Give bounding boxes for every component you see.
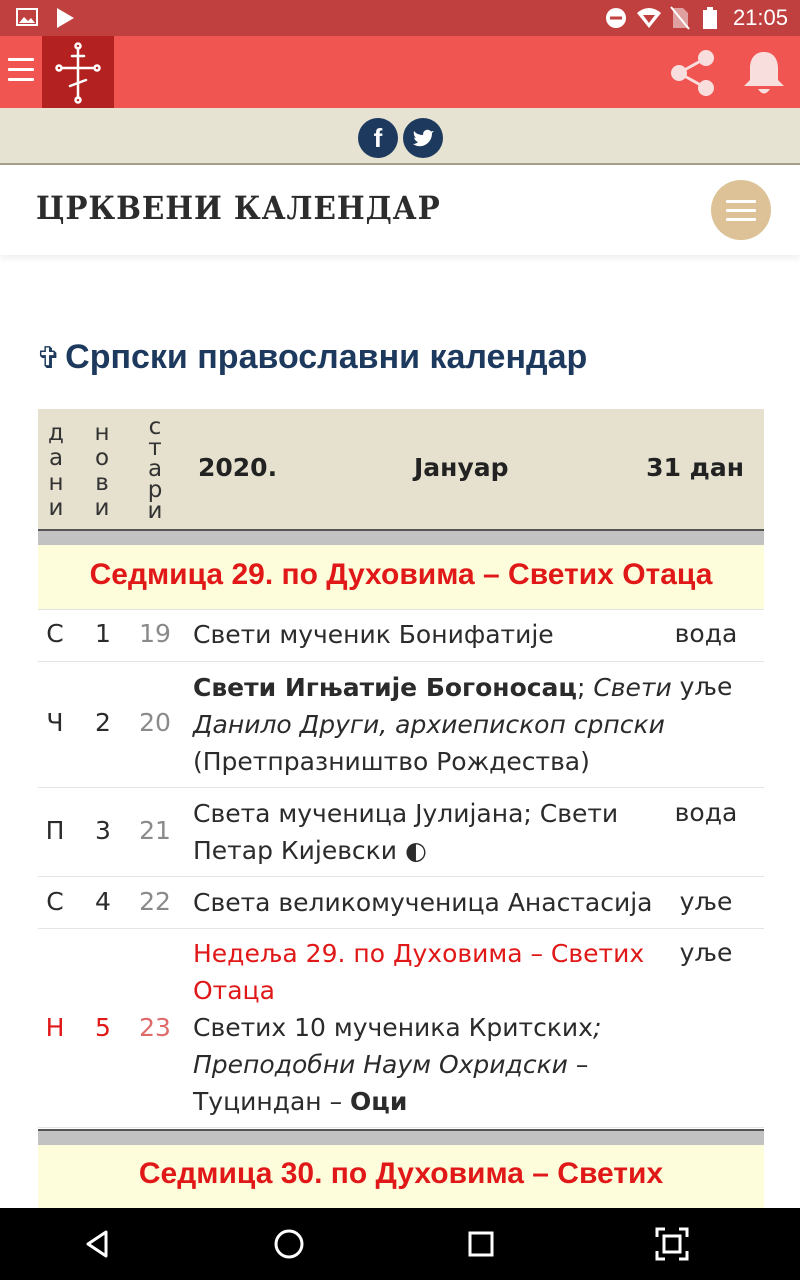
bell-icon[interactable]: [740, 48, 788, 102]
calendar-row[interactable]: [38, 662, 764, 788]
app-bar: [0, 36, 800, 108]
calendar-row[interactable]: [38, 929, 764, 1128]
separator: [38, 531, 764, 545]
feast-description: Света великомученица Анастасија: [193, 888, 653, 917]
menu-icon[interactable]: [8, 58, 34, 84]
week-title: Седмица 30. по Духовима – Светих: [138, 1157, 664, 1190]
old-date-cell: 19: [139, 619, 171, 648]
play-icon: [54, 6, 76, 34]
fasting-cell: вода: [674, 619, 738, 648]
weekday-cell: С: [46, 887, 64, 916]
week-row: [38, 545, 764, 610]
new-date-cell: 3: [95, 816, 111, 845]
fasting-cell: вода: [674, 798, 738, 827]
month-label: Јануар: [414, 453, 509, 482]
clock: 21:05: [732, 5, 788, 30]
recents-icon[interactable]: [463, 1226, 499, 1266]
cross-icon: ✞: [36, 341, 62, 376]
column-header-new: н о в и: [94, 420, 110, 521]
new-date-cell: 2: [95, 708, 111, 737]
new-date-cell: 1: [95, 619, 111, 648]
week-row: [38, 1145, 764, 1208]
facebook-icon[interactable]: f: [358, 118, 398, 158]
twitter-icon[interactable]: [403, 118, 443, 158]
old-date-cell: 20: [139, 708, 171, 737]
do-not-disturb-icon: [604, 6, 628, 34]
new-date-cell: 4: [95, 887, 111, 916]
back-icon[interactable]: [80, 1226, 116, 1266]
screenshot-icon[interactable]: [654, 1226, 690, 1266]
page-title: ✞ Српски православни календар: [36, 338, 588, 376]
calendar-row[interactable]: [38, 610, 764, 662]
no-sim-icon: [670, 6, 690, 34]
fasting-cell: уље: [679, 887, 733, 916]
site-title[interactable]: ЦРКВЕНИ КАЛЕНДАР: [36, 189, 441, 227]
hamburger-menu-button[interactable]: [711, 180, 771, 240]
old-date-cell: 21: [139, 816, 171, 845]
fasting-cell: уље: [679, 938, 733, 967]
status-bar: [0, 0, 800, 36]
system-navigation-bar: [0, 1208, 800, 1280]
fasting-cell: уље: [679, 672, 733, 701]
new-date-cell: 5: [95, 1013, 111, 1042]
weekday-cell: С: [46, 619, 64, 648]
calendar-row[interactable]: [38, 788, 764, 877]
calendar-table-header: [38, 409, 764, 531]
battery-icon: [702, 6, 718, 34]
orthodox-cross-logo[interactable]: [42, 36, 114, 108]
column-header-old: с т а р и: [147, 414, 163, 524]
feast-description: Свети мученик Бонифатије: [193, 620, 554, 649]
column-header-days: д а н и: [48, 420, 64, 521]
old-date-cell: 22: [139, 887, 171, 916]
old-date-cell: 23: [139, 1013, 171, 1042]
feast-description: Недеља 29. по Духовима – Светих Отаца Светих 10 мученика Критских; Преподобни Наум Охридски – Туциндан – Оци: [193, 939, 645, 1116]
share-icon[interactable]: [666, 46, 720, 104]
weekday-cell: Ч: [46, 708, 64, 737]
weekday-cell: П: [45, 816, 65, 845]
site-header: [0, 165, 800, 255]
weekday-cell: Н: [45, 1013, 65, 1042]
separator: [38, 1129, 764, 1145]
wifi-icon: [636, 6, 662, 34]
days-count-label: 31 дан: [646, 453, 744, 482]
social-bar: [0, 108, 800, 165]
year-label: 2020.: [198, 453, 278, 482]
image-icon: [16, 6, 38, 32]
feast-description: Света мученица Јулијана; Свети Петар Кијевски ◐: [193, 799, 619, 865]
week-title: Седмица 29. по Духовима – Светих Отаца: [89, 558, 713, 591]
calendar-row[interactable]: [38, 877, 764, 929]
home-icon[interactable]: [271, 1226, 307, 1266]
feast-description: Свети Игњатије Богоносац; Свети Данило Други, архиепископ српски (Претпразништво Рождества): [193, 673, 672, 776]
